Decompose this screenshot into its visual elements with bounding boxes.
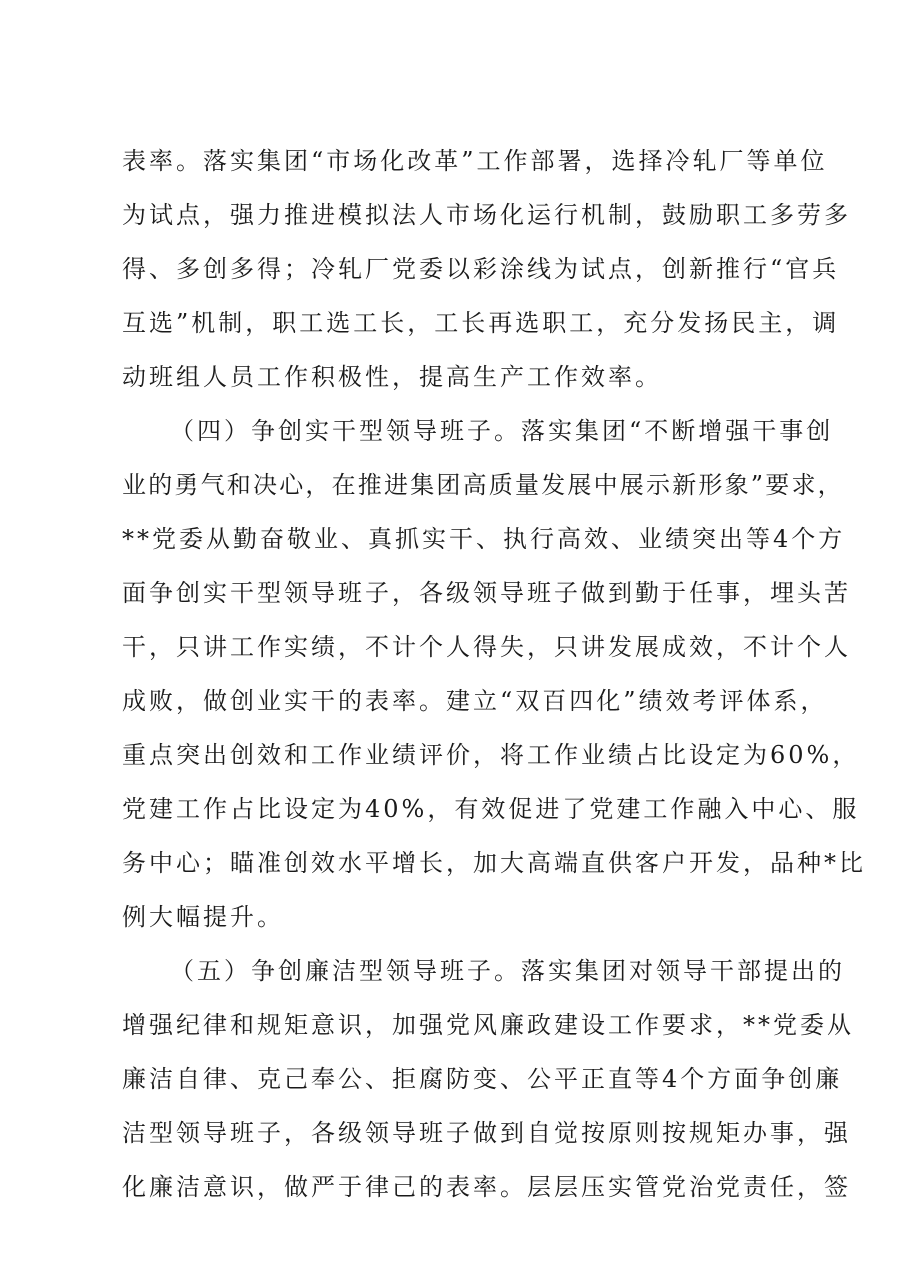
section-heading-line: （五）争创廉洁型领导班子。落实集团对领导干部提出的 bbox=[170, 957, 845, 985]
paragraph-line: 增强纪律和规矩意识，加强党风廉政建设工作要求，**党委从 bbox=[122, 1011, 854, 1039]
paragraph-line: 重点突出创效和工作业绩评价，将工作业绩占比设定为60%， bbox=[122, 741, 860, 769]
paragraph-line: 动班组人员工作积极性，提高生产工作效率。 bbox=[122, 363, 662, 391]
paragraph-line: 得、多创多得；冷轧厂党委以彩涂线为试点，创新推行“官兵 bbox=[122, 255, 840, 283]
paragraph-line: **党委从勤奋敬业、真抓实干、执行高效、业绩突出等4个方 bbox=[122, 525, 846, 553]
paragraph-line: 面争创实干型领导班子，各级领导班子做到勤于任事，埋头苦 bbox=[122, 579, 851, 607]
paragraph-line: 务中心；瞄准创效水平增长，加大高端直供客户开发，品种*比 bbox=[122, 849, 866, 877]
paragraph-line: 化廉洁意识，做严于律己的表率。层层压实管党治党责任，签 bbox=[122, 1173, 851, 1201]
paragraph-line: 表率。落实集团“市场化改革”工作部署，选择冷轧厂等单位 bbox=[122, 147, 828, 175]
paragraph-line: 业的勇气和决心，在推进集团高质量发展中展示新形象”要求， bbox=[122, 471, 844, 499]
paragraph-line: 廉洁自律、克己奉公、拒腐防变、公平正直等4个方面争创廉 bbox=[122, 1065, 843, 1093]
paragraph-line: 成败，做创业实干的表率。建立“双百四化”绩效考评体系， bbox=[122, 687, 828, 715]
paragraph-line: 例大幅提升。 bbox=[122, 903, 284, 931]
paragraph-line: 为试点，强力推进模拟法人市场化运行机制，鼓励职工多劳多 bbox=[122, 201, 851, 229]
section-heading-line: （四）争创实干型领导班子。落实集团“不断增强干事创 bbox=[170, 417, 834, 445]
paragraph-line: 党建工作占比设定为40%，有效促进了党建工作融入中心、服 bbox=[122, 795, 860, 823]
paragraph-line: 互选”机制，职工选工长，工长再选职工，充分发扬民主，调 bbox=[122, 309, 840, 337]
paragraph-line: 洁型领导班子，各级领导班子做到自觉按原则按规矩办事，强 bbox=[122, 1119, 851, 1147]
paragraph-line: 干，只讲工作实绩，不计个人得失，只讲发展成效，不计个人 bbox=[122, 633, 851, 661]
